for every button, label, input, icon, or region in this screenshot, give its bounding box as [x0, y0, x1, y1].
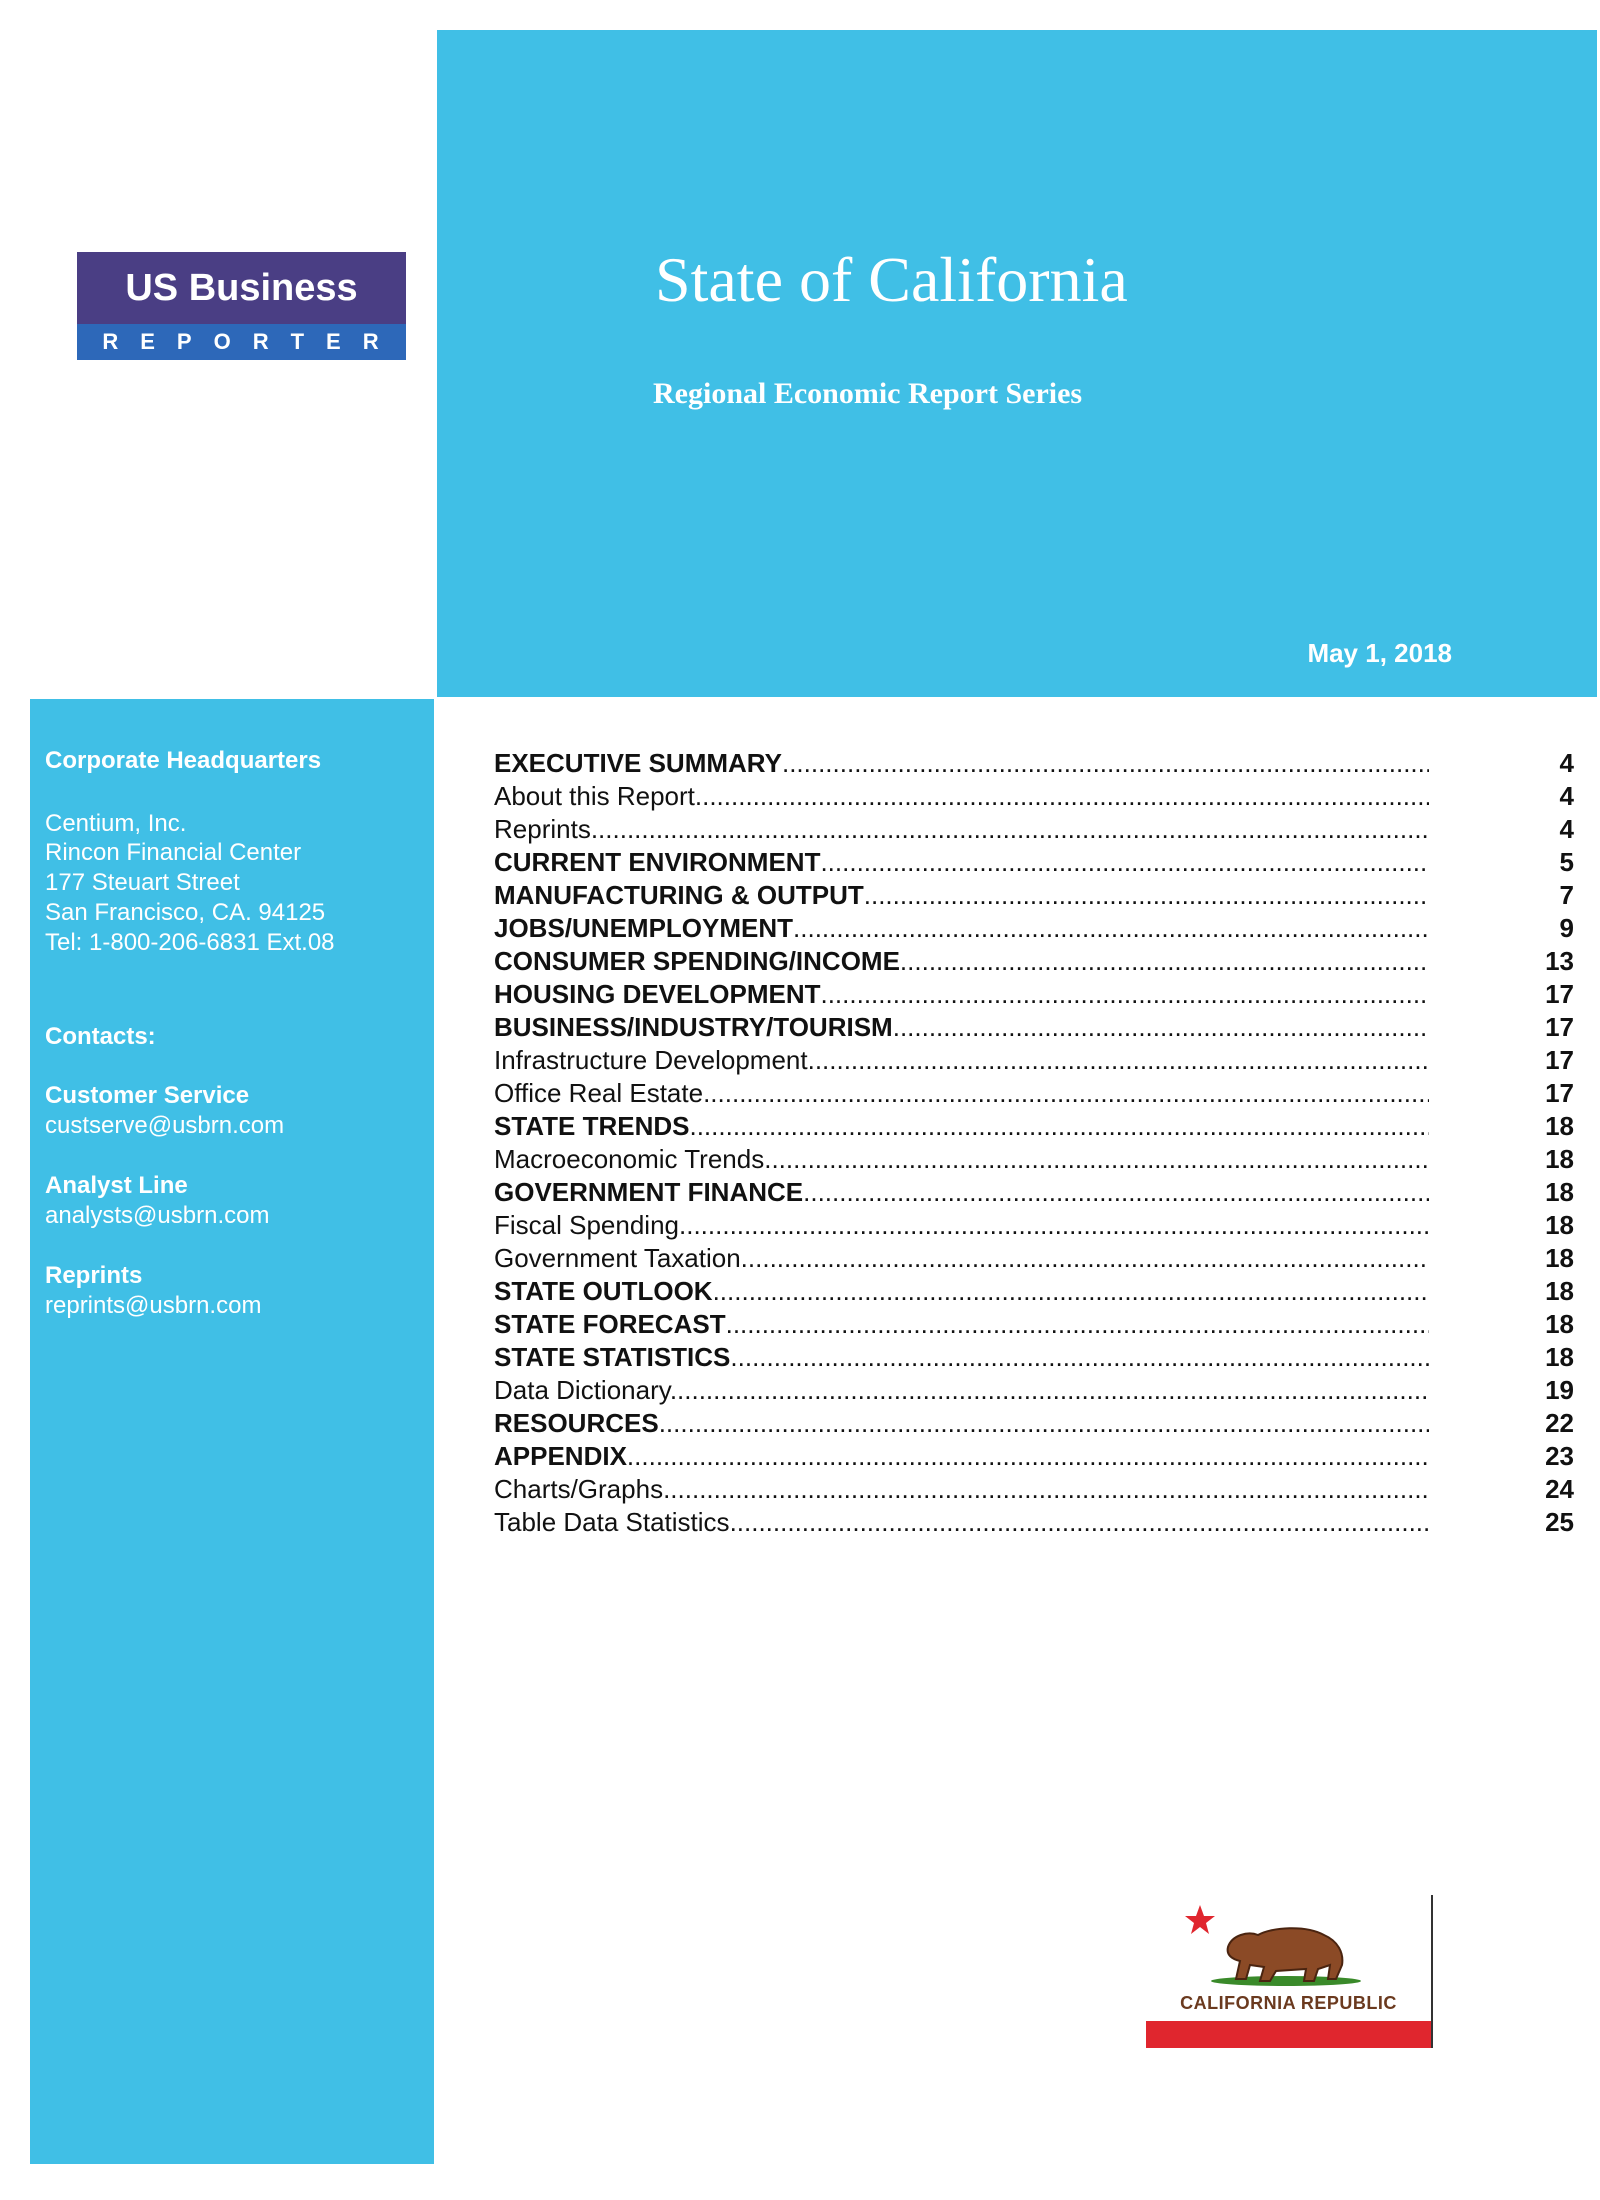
toc-page-number: 7 [1559, 880, 1574, 910]
toc-entry[interactable] [494, 780, 1574, 813]
toc-entry[interactable] [494, 978, 1574, 1011]
toc-entry-label: Government Taxation [494, 1243, 741, 1273]
toc-page-number: 17 [1545, 979, 1574, 1009]
toc-page-number: 18 [1545, 1144, 1574, 1174]
toc-page-number: 13 [1545, 946, 1574, 976]
toc-page-number: 4 [1559, 748, 1574, 778]
contact-sidebar [30, 699, 434, 2164]
toc-page-number: 4 [1559, 814, 1574, 844]
toc-entry[interactable] [494, 1440, 1574, 1473]
phone-number: Tel: 1-800-206-6831 Ext.08 [45, 929, 335, 956]
us-business-reporter-logo [77, 252, 406, 360]
toc-entry[interactable] [494, 1242, 1574, 1275]
contact-label: Analyst Line [45, 1172, 188, 1199]
toc-entry-label: MANUFACTURING & OUTPUT [494, 880, 864, 910]
toc-entry-label: Office Real Estate [494, 1078, 704, 1108]
toc-entry[interactable] [494, 1374, 1574, 1407]
toc-page-number: 18 [1545, 1243, 1574, 1273]
grass-icon [1211, 1976, 1361, 1986]
toc-entry-label: HOUSING DEVELOPMENT [494, 979, 821, 1009]
toc-entry-label: Macroeconomic Trends [494, 1144, 765, 1174]
flag-red-stripe [1146, 2021, 1431, 2048]
toc-page-number: 17 [1545, 1078, 1574, 1108]
california-flag [1146, 1895, 1433, 2048]
toc-entry[interactable] [494, 1077, 1574, 1110]
contact-email-link[interactable]: reprints@usbrn.com [45, 1292, 262, 1319]
toc-entry[interactable] [494, 912, 1574, 945]
toc-entry-label: Infrastructure Development [494, 1045, 808, 1075]
toc-entry[interactable] [494, 1209, 1574, 1242]
toc-entry-label: Data Dictionary [494, 1375, 670, 1405]
toc-entry-label: STATE FORECAST [494, 1309, 726, 1339]
toc-entry-label: STATE STATISTICS [494, 1342, 731, 1372]
toc-page-number: 17 [1545, 1045, 1574, 1075]
toc-entry[interactable] [494, 1011, 1574, 1044]
toc-entry-label: Reprints [494, 814, 591, 844]
contact-label: Reprints [45, 1262, 143, 1289]
toc-page-number: 9 [1559, 913, 1574, 943]
toc-entry[interactable] [494, 1143, 1574, 1176]
toc-entry-label: BUSINESS/INDUSTRY/TOURISM [494, 1012, 893, 1042]
toc-page-number: 5 [1559, 847, 1574, 877]
toc-entry[interactable] [494, 1176, 1574, 1209]
toc-entry-label: RESOURCES [494, 1408, 659, 1438]
toc-entry[interactable] [494, 747, 1574, 780]
toc-page-number: 24 [1545, 1474, 1574, 1504]
logo-wordmark: US Business [77, 252, 406, 324]
toc-page-number: 18 [1545, 1111, 1574, 1141]
toc-entry-label: GOVERNMENT FINANCE [494, 1177, 804, 1207]
header-banner [437, 30, 1597, 697]
grizzly-bear-icon [1228, 1928, 1343, 1981]
toc-entry-label: STATE TRENDS [494, 1111, 690, 1141]
toc-entry[interactable] [494, 813, 1574, 846]
address-line: San Francisco, CA. 94125 [45, 899, 326, 926]
document-title: State of California [655, 244, 1128, 315]
toc-entry-label: APPENDIX [494, 1441, 627, 1471]
toc-page-number: 4 [1559, 781, 1574, 811]
contacts-heading: Contacts: [45, 1023, 156, 1050]
address-line: 177 Steuart Street [45, 869, 240, 896]
contact-label: Customer Service [45, 1082, 250, 1109]
toc-page-number: 18 [1545, 1309, 1574, 1339]
toc-page-number: 18 [1545, 1342, 1574, 1372]
toc-entry-label: CURRENT ENVIRONMENT [494, 847, 821, 877]
toc-entry-label: EXECUTIVE SUMMARY [494, 748, 782, 778]
toc-entry-label: Charts/Graphs [494, 1474, 664, 1504]
toc-entry[interactable] [494, 879, 1574, 912]
toc-entry[interactable] [494, 1044, 1574, 1077]
report-date: May 1, 2018 [1307, 638, 1452, 668]
toc-page-number: 25 [1545, 1507, 1574, 1537]
flag-inscription: CALIFORNIA REPUBLIC [1180, 1993, 1397, 2013]
contact-email-link[interactable]: analysts@usbrn.com [45, 1202, 270, 1229]
toc-entry[interactable] [494, 945, 1574, 978]
toc-entry[interactable] [494, 1407, 1574, 1440]
hq-heading: Corporate Headquarters [45, 747, 322, 774]
toc-page-number: 23 [1545, 1441, 1574, 1471]
toc-entry[interactable] [494, 1275, 1574, 1308]
logo-tagline: REPORTER [77, 324, 406, 360]
toc-page-number: 17 [1545, 1012, 1574, 1042]
address-line: Rincon Financial Center [45, 839, 302, 866]
contact-email-link[interactable]: custserve@usbrn.com [45, 1112, 285, 1139]
toc-entry[interactable] [494, 846, 1574, 879]
toc-page-number: 18 [1545, 1177, 1574, 1207]
address-line: Centium, Inc. [45, 810, 187, 837]
toc-page-number: 18 [1545, 1276, 1574, 1306]
toc-entry-label: Fiscal Spending [494, 1210, 679, 1240]
toc-entry-label: CONSUMER SPENDING/INCOME [494, 946, 900, 976]
toc-page-number: 18 [1545, 1210, 1574, 1240]
toc-entry[interactable] [494, 1110, 1574, 1143]
red-star-icon [1185, 1905, 1215, 1934]
toc-entry-label: About this Report [494, 781, 695, 811]
toc-entry[interactable] [494, 1473, 1574, 1506]
toc-entry-label: STATE OUTLOOK [494, 1276, 713, 1306]
document-subtitle: Regional Economic Report Series [653, 377, 1083, 410]
toc-entry[interactable] [494, 1341, 1574, 1374]
toc-page-number: 19 [1545, 1375, 1574, 1405]
toc-entry-label: Table Data Statistics [494, 1507, 730, 1537]
toc-entry-label: JOBS/UNEMPLOYMENT [494, 913, 794, 943]
toc-page-number: 22 [1545, 1408, 1574, 1438]
toc-entry[interactable] [494, 1308, 1574, 1341]
toc-entry[interactable] [494, 1506, 1574, 1539]
